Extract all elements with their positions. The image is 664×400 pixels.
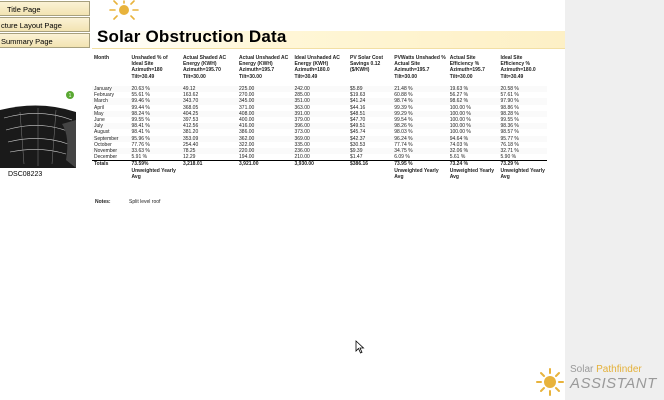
- notes-label: Notes:: [95, 199, 111, 205]
- table-cell: 98.57 %: [500, 129, 519, 136]
- totals-cell: 73.59%: [130, 161, 181, 168]
- table-cell: 322.00: [239, 141, 255, 148]
- mouse-cursor-icon: [355, 340, 365, 354]
- table-cell: 386.00: [239, 129, 255, 136]
- table-cell: $49.51: [349, 123, 366, 130]
- totals-label-cell: Unweighted Yearly Avg: [500, 167, 545, 180]
- table-cell: 98.28 %: [500, 110, 519, 117]
- table-cell: March: [94, 98, 108, 105]
- table-cell: 163.62: [182, 92, 199, 99]
- table-cell: 98.62 %: [449, 98, 469, 105]
- table-cell: 98.86 %: [500, 104, 519, 111]
- table-cell: 369.00: [294, 135, 310, 142]
- table-cell: 353.09: [182, 135, 199, 142]
- table-cell: January: [94, 86, 112, 92]
- table-cell: 100.00 %: [449, 129, 471, 136]
- table-cell: 98.41 %: [131, 123, 150, 130]
- table-cell: 94.64 %: [449, 135, 469, 142]
- sun-logo-icon: [106, 0, 142, 20]
- table-cell: 194.00: [239, 154, 255, 161]
- table-cell: 49.12: [182, 86, 196, 92]
- table-cell: 98.74 %: [394, 98, 413, 105]
- table-cell: 74.03 %: [449, 141, 469, 148]
- totals-label-cell: [237, 168, 292, 180]
- report-page: [92, 0, 565, 400]
- column-header: Actual Unshaded AC Energy (KWH) Azimuth=195.7 Tilt=30.00: [239, 55, 289, 80]
- table-cell: 379.00: [294, 117, 310, 124]
- brand-word-solar: Solar: [570, 364, 597, 375]
- brand-word-pathfinder: Pathfinder: [596, 364, 642, 375]
- table-cell: 396.00: [294, 123, 310, 130]
- table-cell: 77.74 %: [394, 141, 413, 148]
- totals-label-cell: [348, 168, 392, 180]
- table-cell: 99.55 %: [131, 117, 150, 124]
- table-cell: 404.25: [182, 110, 199, 117]
- totals-cell: 73.24 %: [448, 161, 499, 168]
- table-cell: 77.76 %: [131, 141, 150, 148]
- totals-label-cell: Unweighted Yearly Avg: [394, 167, 439, 180]
- table-cell: 20.63 %: [131, 86, 150, 92]
- nav-label: cture Layout Page: [1, 21, 62, 30]
- table-cell: 254.40: [182, 141, 199, 148]
- table-cell: 19.63 %: [449, 86, 469, 92]
- thumbnail-badge: 1: [68, 93, 72, 99]
- table-cell: 97.90 %: [500, 98, 519, 105]
- totals-row: [92, 161, 547, 168]
- table-cell: $19.63: [349, 92, 366, 99]
- table-cell: 95.96 %: [131, 135, 150, 142]
- table-cell: 285.00: [294, 92, 310, 99]
- table-row: [92, 154, 547, 161]
- table-cell: 408.00: [239, 110, 255, 117]
- table-cell: 100.00 %: [449, 123, 471, 130]
- table-cell: 96.24 %: [394, 135, 413, 142]
- table-cell: 76.18 %: [500, 141, 519, 148]
- table-cell: 210.00: [294, 154, 310, 161]
- brand-line2: ASSISTANT: [570, 375, 657, 392]
- nav-label: Summary Page: [1, 37, 53, 46]
- table-cell: 100.00 %: [449, 117, 471, 124]
- table-cell: 416.00: [239, 123, 255, 130]
- table-cell: 6.09 %: [394, 154, 410, 161]
- table-cell: 400.00: [239, 117, 255, 124]
- table-cell: 98.03 %: [394, 129, 413, 136]
- obstruction-table: [92, 55, 547, 180]
- table-cell: 21.48 %: [394, 86, 413, 92]
- brand-line1: [570, 364, 642, 375]
- table-cell: 99.44 %: [131, 104, 150, 111]
- table-cell: May: [94, 110, 104, 117]
- table-cell: 5.61 %: [449, 154, 466, 161]
- column-header: Unshaded % of Ideal Site Azimuth=180 Tilt=30.49: [131, 55, 168, 80]
- table-cell: 368.05: [182, 104, 199, 111]
- table-cell: 5.90 %: [500, 154, 517, 161]
- table-cell: 32.06 %: [449, 148, 469, 155]
- table-cell: $9.39: [349, 148, 363, 155]
- totals-cell: 3,921.00: [237, 161, 292, 168]
- column-header: Actual Shaded AC Energy (KWH) Azimuth=195.70 Tilt=30.00: [182, 55, 227, 80]
- totals-label-cell: [181, 168, 237, 180]
- nav-title-page[interactable]: [0, 1, 90, 16]
- table-header-row: [92, 55, 547, 86]
- totals-label-cell: Unweighted Yearly Avg: [131, 167, 176, 180]
- table-cell: 220.00: [239, 148, 255, 155]
- table-cell: February: [94, 92, 115, 99]
- table-cell: 242.00: [294, 86, 310, 92]
- column-header: Ideal Site Efficiency % Azimuth=180.0 Tilt=30.49: [500, 55, 536, 80]
- table-cell: 345.00: [239, 98, 255, 105]
- table-cell: June: [94, 117, 105, 124]
- sunpath-thumbnail[interactable]: [0, 90, 76, 168]
- table-cell: September: [94, 135, 119, 142]
- table-cell: 100.00 %: [449, 110, 471, 117]
- table-cell: July: [94, 123, 103, 130]
- column-header: Month: [94, 55, 109, 61]
- table-cell: 95.77 %: [500, 135, 519, 142]
- notes-value: Split level roof: [129, 199, 161, 205]
- brand-logo: [530, 363, 660, 399]
- table-cell: 270.00: [239, 92, 255, 99]
- table-cell: 33.63 %: [131, 148, 150, 155]
- table-cell: 98.36 %: [500, 123, 519, 130]
- table-cell: $41.24: [349, 98, 366, 105]
- column-header: Ideal Unshaded AC Energy (KWH) Azimuth=180.0 Tilt=30.49: [294, 55, 340, 80]
- table-cell: 351.00: [294, 98, 310, 105]
- table-cell: $48.51: [349, 110, 366, 117]
- table-cell: 78.25: [182, 148, 196, 155]
- nav-picture-layout-page[interactable]: [0, 17, 90, 32]
- table-cell: 98.24 %: [131, 110, 150, 117]
- column-header: PVWatts Unshaded % Actual Site Azimuth=195.7 Tilt=30.00: [394, 55, 446, 80]
- table-cell: $1.47: [349, 154, 363, 161]
- table-cell: December: [94, 154, 118, 161]
- table-cell: 397.53: [182, 117, 199, 124]
- table-cell: 20.58 %: [500, 86, 519, 92]
- page-title: Solar Obstruction Data: [97, 27, 287, 46]
- table-cell: November: [94, 148, 118, 155]
- table-cell: 381.20: [182, 129, 199, 136]
- table-cell: $45.74: [349, 129, 366, 136]
- table-cell: 99.46 %: [131, 98, 150, 105]
- column-header: Actual Site Efficiency % Azimuth=195.7 Tilt=30.00: [449, 55, 485, 80]
- table-cell: 99.54 %: [394, 117, 413, 124]
- table-cell: 100.00 %: [449, 104, 471, 111]
- table-cell: $44.16: [349, 104, 366, 111]
- totals-label-row: [92, 168, 547, 180]
- table-cell: 12.29: [182, 154, 196, 161]
- totals-cell: 3,930.00: [293, 161, 348, 168]
- totals-cell: 73.29 %: [499, 161, 548, 168]
- table-cell: 362.00: [239, 135, 255, 142]
- nav-label: Title Page: [7, 5, 41, 14]
- totals-cell: Totals: [92, 161, 130, 168]
- table-cell: 32.71 %: [500, 148, 519, 155]
- table-cell: 363.00: [294, 104, 310, 111]
- totals-cell: 73.95 %: [392, 161, 447, 168]
- right-panel: [565, 0, 664, 400]
- table-cell: $5.89: [349, 86, 363, 92]
- table-cell: $42.37: [349, 135, 366, 142]
- table-cell: 373.00: [294, 129, 310, 136]
- table-cell: August: [94, 129, 110, 136]
- totals-label-cell: [92, 168, 130, 180]
- nav-summary-page[interactable]: [0, 33, 90, 48]
- table-cell: 335.00: [294, 141, 310, 148]
- totals-label-cell: Unweighted Yearly Avg: [449, 167, 495, 180]
- sun-logo-icon: [534, 367, 566, 397]
- sidebar: [0, 0, 93, 400]
- table-cell: 371.00: [239, 104, 255, 111]
- table-cell: $47.70: [349, 117, 366, 124]
- table-cell: 343.70: [182, 98, 199, 105]
- table-cell: 391.00: [294, 110, 310, 117]
- table-cell: 56.27 %: [449, 92, 469, 99]
- table-cell: 412.56: [182, 123, 199, 130]
- table-cell: 55.61 %: [131, 92, 150, 99]
- table-cell: 5.91 %: [131, 154, 148, 161]
- table-cell: 225.00: [239, 86, 255, 92]
- totals-cell: $386.16: [348, 161, 392, 168]
- table-cell: 98.41 %: [131, 129, 150, 136]
- column-header: PV Solar Cost Savings 0.12 ($/KWH): [349, 55, 384, 74]
- table-cell: $30.53: [349, 141, 366, 148]
- table-cell: October: [94, 141, 112, 148]
- table-cell: 99.39 %: [394, 104, 413, 111]
- table-cell: 34.75 %: [394, 148, 413, 155]
- table-cell: 99.55 %: [500, 117, 519, 124]
- table-cell: 60.88 %: [394, 92, 413, 99]
- table-cell: 57.61 %: [500, 92, 519, 99]
- thumbnail-caption: DSC08223: [8, 171, 43, 178]
- table-cell: April: [94, 104, 105, 111]
- table-cell: 98.26 %: [394, 123, 413, 130]
- table-cell: 99.29 %: [394, 110, 413, 117]
- totals-cell: 3,218.01: [181, 161, 237, 168]
- table-cell: 236.00: [294, 148, 310, 155]
- totals-label-cell: [293, 168, 348, 180]
